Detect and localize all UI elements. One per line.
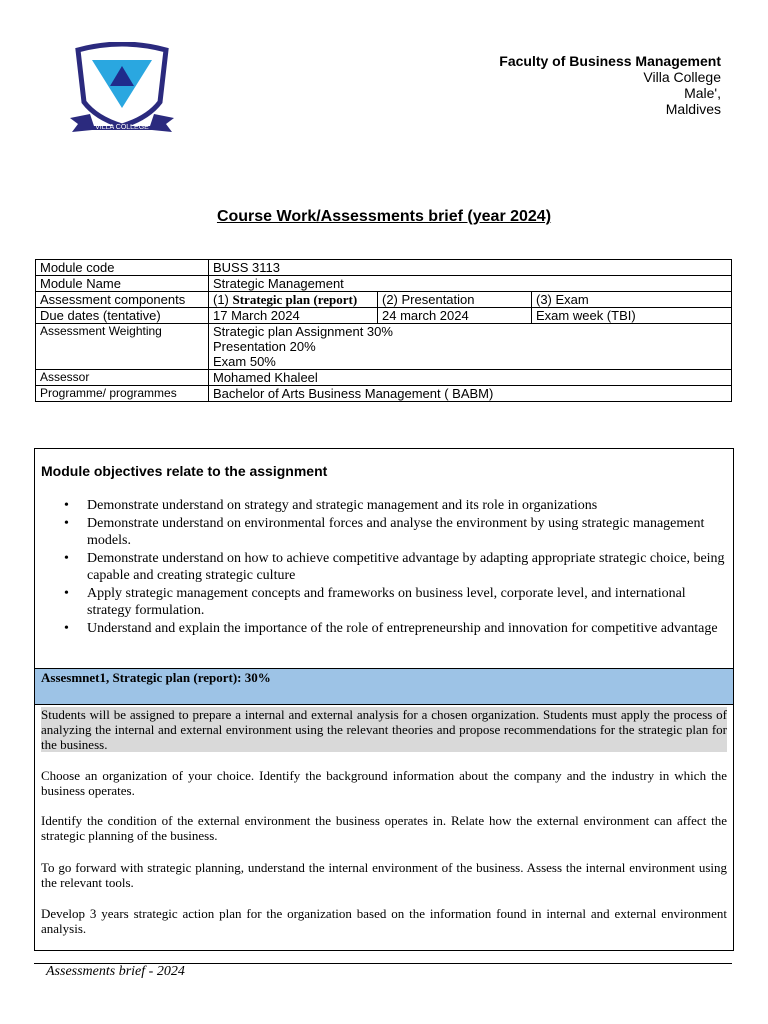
list-item: • Demonstrate understand on strategy and strategic management and its role in organizations <box>87 497 725 514</box>
city: Male', <box>684 85 721 101</box>
programme-label: Programme/ programmes <box>36 386 209 402</box>
due-date-1: 17 March 2024 <box>209 308 378 324</box>
assessment-heading: Assesmnet1, Strategic plan (report): 30% <box>41 670 271 685</box>
components-label: Assessment components <box>36 292 209 308</box>
assessment-paragraph-2: Choose an organization of your choice. Identify the background information about the company and the industry in which the business operates. <box>41 768 727 798</box>
list-item: • Demonstrate understand on environmental forces and analyse the environment by using strategic management models. <box>87 515 725 549</box>
document-title: Course Work/Assessments brief (year 2024) <box>216 208 552 225</box>
assessor-value: Mohamed Khaleel <box>209 370 732 386</box>
list-item: • Apply strategic management concepts and frameworks on business level, corporate level, and international strategy formulation. <box>87 585 725 619</box>
assignment-box <box>34 448 734 951</box>
table-row <box>36 276 732 292</box>
footer-text: Assessments brief - 2024 <box>46 964 185 979</box>
due-dates-label: Due dates (tentative) <box>36 308 209 324</box>
component-3: (3) Exam <box>532 292 732 308</box>
module-info-table <box>35 259 732 402</box>
due-date-2: 24 march 2024 <box>378 308 532 324</box>
list-item: • Understand and explain the importance of the role of entrepreneurship and innovation for competitive advantage <box>87 620 725 637</box>
table-row <box>36 370 732 386</box>
programme-value: Bachelor of Arts Business Management ( BABM) <box>209 386 732 402</box>
component-1 <box>209 292 378 308</box>
assessment-paragraph-3: Identify the condition of the external environment the business operates in. Relate how the external environment can affect the strategic planning of the business. <box>41 813 727 843</box>
weighting-1: Strategic plan Assignment 30% <box>213 324 393 339</box>
weighting-label: Assessment Weighting <box>36 324 209 370</box>
assessor-label: Assessor <box>36 370 209 386</box>
component-1-prefix: (1) <box>213 292 233 307</box>
assessment-paragraph-1: Students will be assigned to prepare a internal and external analysis for a chosen organization. Students must apply the process of analyzing the internal and external environment using the relevant theories and propose recommendations for the strategic plan for the business. <box>41 707 727 752</box>
objectives-heading: Module objectives relate to the assignment <box>41 463 328 479</box>
assessment-paragraph-5: Develop 3 years strategic action plan for the organization based on the information found in internal and external environment analysis. <box>41 906 727 936</box>
assessment-paragraph-4: To go forward with strategic planning, understand the internal environment of the business. Assess the internal environment using the relevant tools. <box>41 860 727 890</box>
table-row <box>36 260 732 276</box>
weighting-3: Exam 50% <box>213 354 276 369</box>
module-code-label: Module code <box>36 260 209 276</box>
module-name-value: Strategic Management <box>209 276 732 292</box>
faculty-address <box>499 53 721 117</box>
logo-text: VILLA COLLEGE <box>95 124 149 131</box>
villa-college-logo <box>68 42 176 138</box>
table-row <box>36 386 732 402</box>
assessment-heading-band <box>35 668 733 705</box>
component-2: (2) Presentation <box>378 292 532 308</box>
weighting-2: Presentation 20% <box>213 339 316 354</box>
weighting-values <box>209 324 732 370</box>
module-name-label: Module Name <box>36 276 209 292</box>
list-item: • Demonstrate understand on how to achieve competitive advantage by adapting appropriate strategic choice, being capable and creating strategic culture <box>87 550 725 584</box>
module-code-value: BUSS 3113 <box>209 260 732 276</box>
objectives-list <box>35 497 725 638</box>
faculty-name: Faculty of Business Management <box>499 53 721 69</box>
table-row <box>36 292 732 308</box>
due-date-3: Exam week (TBI) <box>532 308 732 324</box>
table-row <box>36 308 732 324</box>
component-1-title: Strategic plan (report) <box>232 292 358 307</box>
college-name: Villa College <box>643 69 721 85</box>
country: Maldives <box>665 101 721 117</box>
table-row <box>36 324 732 370</box>
